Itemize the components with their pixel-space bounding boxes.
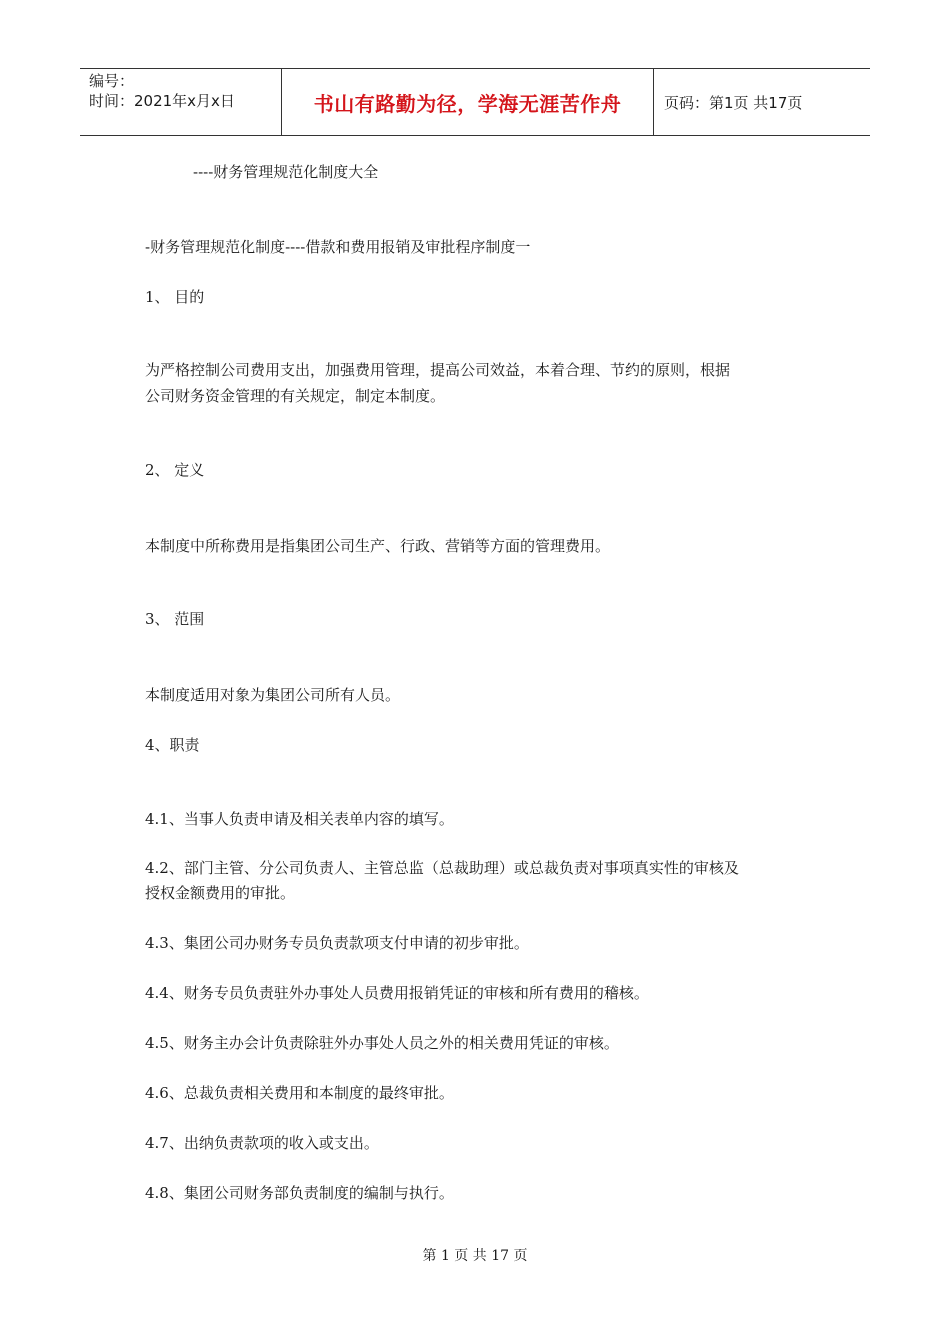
document-subtitle: -财务管理规范化制度----借款和费用报销及审批程序制度一 [145,238,531,256]
list-item-4-6: 4.6、总裁负责相关费用和本制度的最终审批。 [145,1084,454,1102]
header-page-code: 页码：第1页 共17页 [664,93,803,112]
header-motto-cell [282,69,654,135]
section-2-body: 本制度中所称费用是指集团公司生产、行政、营销等方面的管理费用。 [145,537,611,555]
header-number-label: 编号： [89,72,135,90]
section-3-heading: 3、 范围 [145,610,205,628]
list-item-4-4: 4.4、财务专员负责驻外办事处人员费用报销凭证的审核和所有费用的稽核。 [145,984,649,1002]
header-motto: 书山有路勤为径，学海无涯苦作舟 [313,91,622,116]
section-2-heading: 2、 定义 [145,461,205,479]
section-1-body-line-2: 公司财务资金管理的有关规定，制定本制度。 [145,387,446,405]
list-item-4-1: 4.1、当事人负责申请及相关表单内容的填写。 [145,810,454,828]
list-item-4-2-line-2: 授权金额费用的审批。 [145,884,296,902]
section-1-heading: 1、 目的 [145,288,205,306]
list-item-4-3: 4.3、集团公司办财务专员负责款项支付申请的初步审批。 [145,934,529,952]
document-title: ----财务管理规范化制度大全 [193,163,379,181]
header-page-cell [654,69,870,135]
list-item-4-7: 4.7、出纳负责款项的收入或支出。 [145,1134,379,1152]
section-1-body-line-1: 为严格控制公司费用支出，加强费用管理，提高公司效益，本着合理、节约的原则，根据 [145,361,731,379]
list-item-4-5: 4.5、财务主办会计负责除驻外办事处人员之外的相关费用凭证的审核。 [145,1034,619,1052]
section-3-body: 本制度适用对象为集团公司所有人员。 [145,686,401,704]
list-item-4-8: 4.8、集团公司财务部负责制度的编制与执行。 [145,1184,454,1202]
section-4-heading: 4、职责 [145,736,200,754]
list-item-4-2-line-1: 4.2、部门主管、分公司负责人、主管总监（总裁助理）或总裁负责对事项真实性的审核及 [145,859,739,877]
header-time-label: 时间：2021年x月x日 [89,92,235,110]
page-footer: 第 1 页 共 17 页 [422,1248,528,1264]
header-meta-cell [80,69,282,135]
document-header-table [80,68,870,136]
